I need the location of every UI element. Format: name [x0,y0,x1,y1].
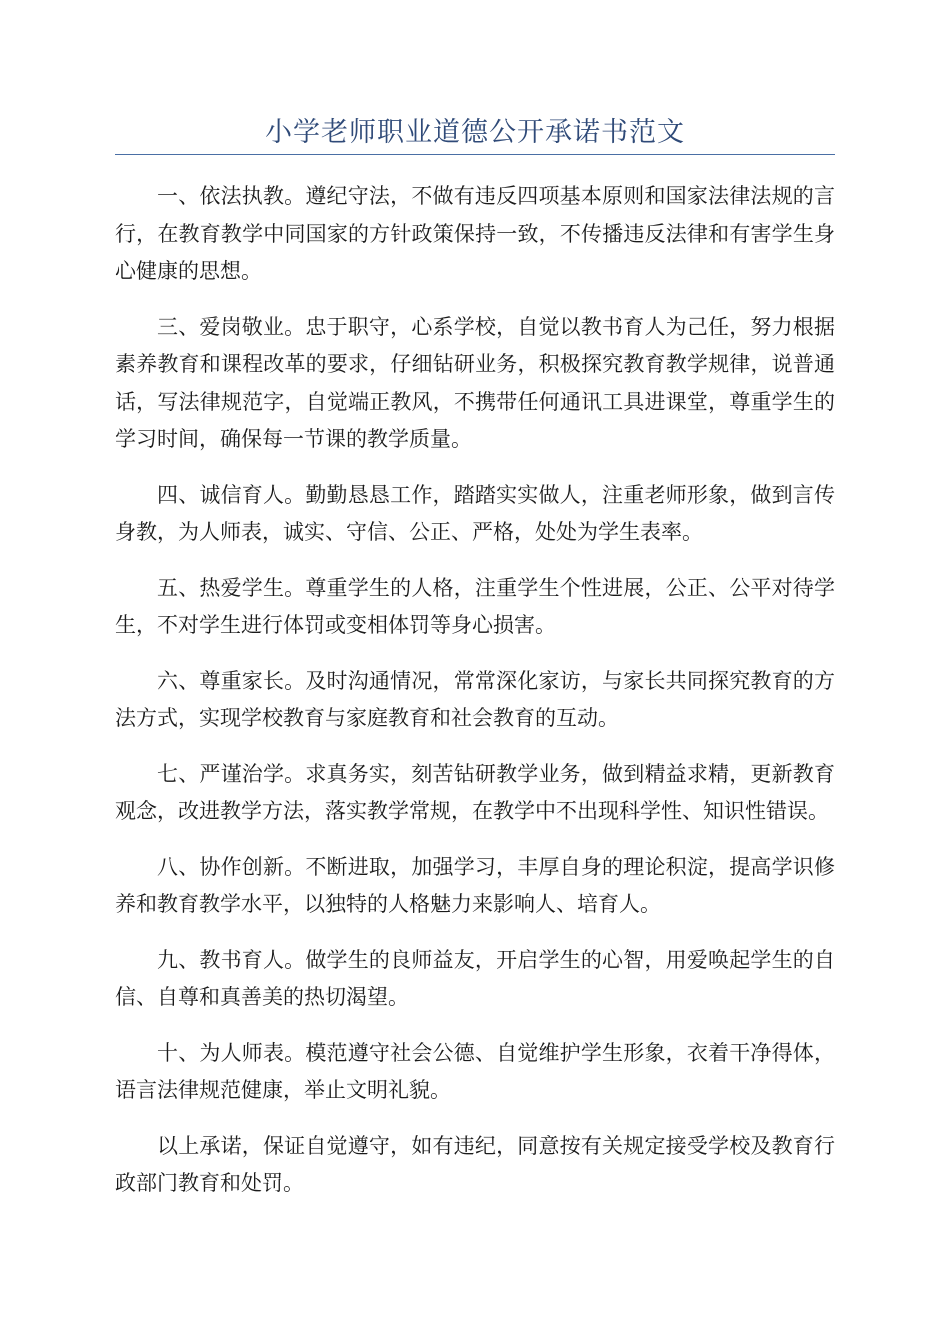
paragraph-5: 六、尊重家长。及时沟通情况，常常深化家访，与家长共同探究教育的方法方式，实现学校教育与家庭教育和社会教育的互动。 [115,668,835,730]
paragraph-8: 九、教书育人。做学生的良师益友，开启学生的心智，用爱唤起学生的自信、自尊和真善美的热切渴望。 [115,947,835,1009]
paragraph-3: 四、诚信育人。勤勤恳恳工作，踏踏实实做人，注重老师形象，做到言传身教，为人师表，诚实、守信、公正、严格，处处为学生表率。 [115,482,835,544]
paragraph-10: 以上承诺，保证自觉遵守，如有违纪，同意按有关规定接受学校及教育行政部门教育和处罚。 [115,1133,835,1195]
paragraph-2: 三、爱岗敬业。忠于职守，心系学校，自觉以教书育人为己任，努力根据素养教育和课程改革的要求，仔细钻研业务，积极探究教育教学规律，说普通话，写法律规范字，自觉端正教风，不携带任何通讯工具进课堂，尊重学生的学习时间，确保每一节课的教学质量。 [115,314,835,451]
title-divider [115,154,835,155]
paragraph-6: 七、严谨治学。求真务实，刻苦钻研教学业务，做到精益求精，更新教育观念，改进教学方法，落实教学常规，在教学中不出现科学性、知识性错误。 [115,761,835,823]
paragraph-9: 十、为人师表。模范遵守社会公德、自觉维护学生形象，衣着干净得体，语言法律规范健康，举止文明礼貌。 [115,1040,835,1102]
document-title: 小学老师职业道德公开承诺书范文 [265,117,685,148]
paragraph-7: 八、协作创新。不断进取，加强学习，丰厚自身的理论积淀，提高学识修养和教育教学水平，以独特的人格魅力来影响人、培育人。 [115,854,835,916]
paragraph-4: 五、热爱学生。尊重学生的人格，注重学生个性进展，公正、公平对待学生，不对学生进行体罚或变相体罚等身心损害。 [115,575,835,637]
document-body [115,178,835,1221]
paragraph-1: 一、依法执教。遵纪守法，不做有违反四项基本原则和国家法律法规的言行，在教育教学中同国家的方针政策保持一致，不传播违反法律和有害学生身心健康的思想。 [115,184,835,283]
